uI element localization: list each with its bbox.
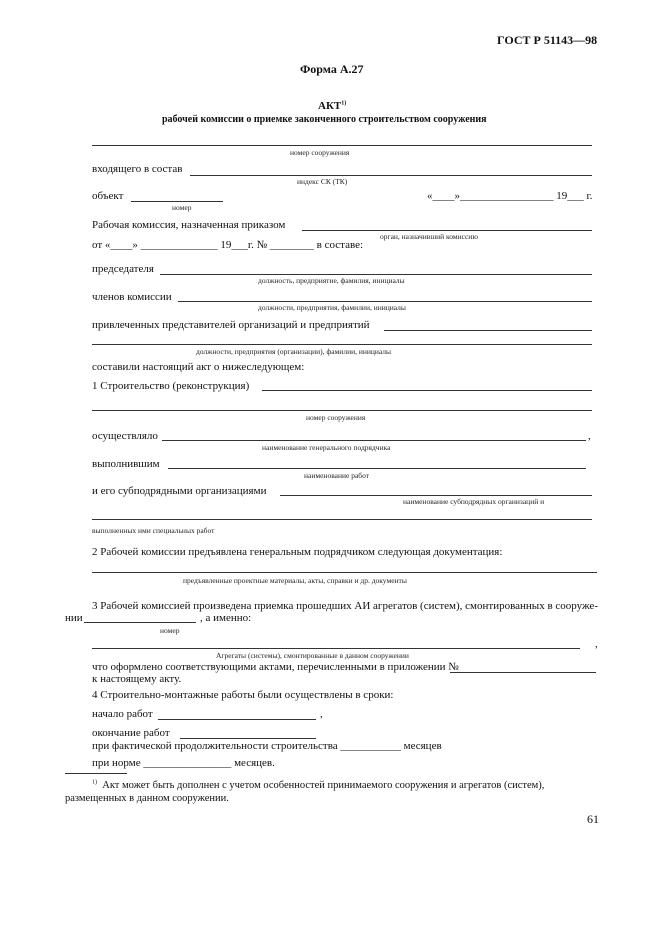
section-3-continuation: нии bbox=[65, 612, 83, 624]
section-1-label: 1 Строительство (реконструкция) bbox=[92, 380, 250, 392]
label-norm-duration: при норме ________________ месяцев. bbox=[92, 757, 275, 769]
caption-structure-number: номер сооружения bbox=[290, 148, 350, 157]
caption-index: индекс СК (ТК) bbox=[297, 177, 348, 186]
fill-line-start-works bbox=[158, 719, 316, 720]
label-performed: выполнившим bbox=[92, 458, 160, 470]
fill-line-units bbox=[92, 648, 580, 649]
section-2-text: 2 Рабочей комиссии предъявлена генеральным подрядчиком следующая документация: bbox=[92, 546, 503, 558]
standard-number: ГОСТ Р 51143—98 bbox=[497, 33, 598, 47]
label-carried-out: осуществляло bbox=[92, 430, 158, 442]
label-documented: что оформлено соответствующими актами, перечисленными в приложении № bbox=[92, 661, 459, 673]
comma-1: , bbox=[588, 430, 591, 442]
footnote-mark: 1) bbox=[92, 779, 97, 786]
label-object: объект bbox=[92, 190, 124, 202]
caption-units: Агрегаты (системы), смонтированные в данном сооружении bbox=[216, 651, 409, 660]
fill-line-representatives-1 bbox=[384, 330, 592, 331]
order-date-line: от «____» ______________ 19___г. № ________ в составе: bbox=[92, 239, 364, 251]
fill-line-appendix-number bbox=[450, 672, 596, 673]
label-commission: Рабочая комиссия, назначенная приказом bbox=[92, 219, 286, 231]
date-line-1: «____»_________________ 19___ г. bbox=[427, 190, 593, 202]
label-end-works: окончание работ bbox=[92, 727, 170, 739]
caption-documents: предъявленные проектные материалы, акты, справки и др. документы bbox=[183, 576, 407, 585]
caption-number-2: номер bbox=[160, 626, 180, 635]
fill-line-documents bbox=[92, 572, 597, 573]
caption-subcontractors: наименование субподрядных организаций и bbox=[403, 497, 545, 506]
label-chairman: председателя bbox=[92, 263, 154, 275]
fill-line-general-contractor bbox=[162, 440, 586, 441]
act-subtitle: рабочей комиссии о приемке законченного строительством сооружения bbox=[162, 114, 487, 125]
caption-chairman: должность, предприятие, фамилия, инициалы bbox=[258, 276, 405, 285]
fill-line-chairman bbox=[160, 274, 592, 275]
act-title bbox=[318, 100, 346, 113]
caption-representatives: должности, предприятия (организации), фамилии, инициалы bbox=[196, 347, 392, 356]
act-title-text: АКТ bbox=[318, 100, 342, 112]
footnote-line-2: размещенных в данном сооружении. bbox=[65, 793, 229, 804]
caption-general-contractor: наименование генерального подрядчика bbox=[262, 443, 391, 452]
label-subcontractors: и его субподрядными организациями bbox=[92, 485, 267, 497]
fill-line-object bbox=[131, 201, 223, 202]
footnote-text-1: Акт может быть дополнен с учетом особенностей принимаемого сооружения и агрегатов (систем), bbox=[102, 780, 545, 791]
page-number: 61 bbox=[587, 812, 599, 826]
label-start-works: начало работ bbox=[92, 708, 153, 720]
fill-line-subcontractors bbox=[280, 495, 592, 496]
caption-structure-number-2: номер сооружения bbox=[306, 413, 366, 422]
caption-special-works: выполненных ими специальных работ bbox=[92, 526, 215, 535]
fill-line-members bbox=[178, 301, 592, 302]
fill-line-structure-number bbox=[84, 622, 196, 623]
label-members: членов комиссии bbox=[92, 291, 172, 303]
fill-line-structure bbox=[92, 145, 592, 146]
label-representatives: привлеченных представителей организаций и предприятий bbox=[92, 319, 370, 331]
fill-line-special-works bbox=[92, 519, 592, 520]
fill-line-works bbox=[168, 468, 586, 469]
caption-members: должности, предприятия, фамилии, инициалы bbox=[258, 303, 406, 312]
label-actual-duration: при фактической продолжительности строительства ___________ месяцев bbox=[92, 740, 442, 752]
fill-line-construction-2 bbox=[92, 410, 592, 411]
fill-line-part-of bbox=[190, 175, 592, 176]
act-footnote-mark: 1) bbox=[341, 100, 347, 107]
footnote-separator bbox=[65, 773, 127, 774]
label-to-this-act: к настоящему акту. bbox=[92, 673, 182, 685]
caption-authority: орган, назначивший комиссию bbox=[380, 232, 478, 241]
caption-number: номер bbox=[172, 203, 192, 212]
fill-line-order bbox=[302, 230, 592, 231]
caption-works: наименование работ bbox=[304, 471, 370, 480]
section-3-namely: , а именно: bbox=[200, 612, 252, 624]
fill-line-construction-1 bbox=[262, 390, 592, 391]
label-part-of: входящего в состав bbox=[92, 163, 183, 175]
fill-line-end-works bbox=[180, 738, 316, 739]
comma-2: , bbox=[595, 638, 598, 650]
footnote-line-1 bbox=[92, 779, 544, 792]
intro-text: составили настоящий акт о нижеследующем: bbox=[92, 361, 305, 373]
fill-line-representatives-2 bbox=[92, 344, 592, 345]
section-4-text: 4 Строительно-монтажные работы были осуществлены в сроки: bbox=[92, 689, 394, 701]
form-title: Форма А.27 bbox=[300, 62, 364, 76]
section-3-text: 3 Рабочей комиссией произведена приемка прошедших АИ агрегатов (систем), смонтированных в сооруже- bbox=[92, 600, 598, 612]
comma-3: , bbox=[320, 708, 323, 720]
